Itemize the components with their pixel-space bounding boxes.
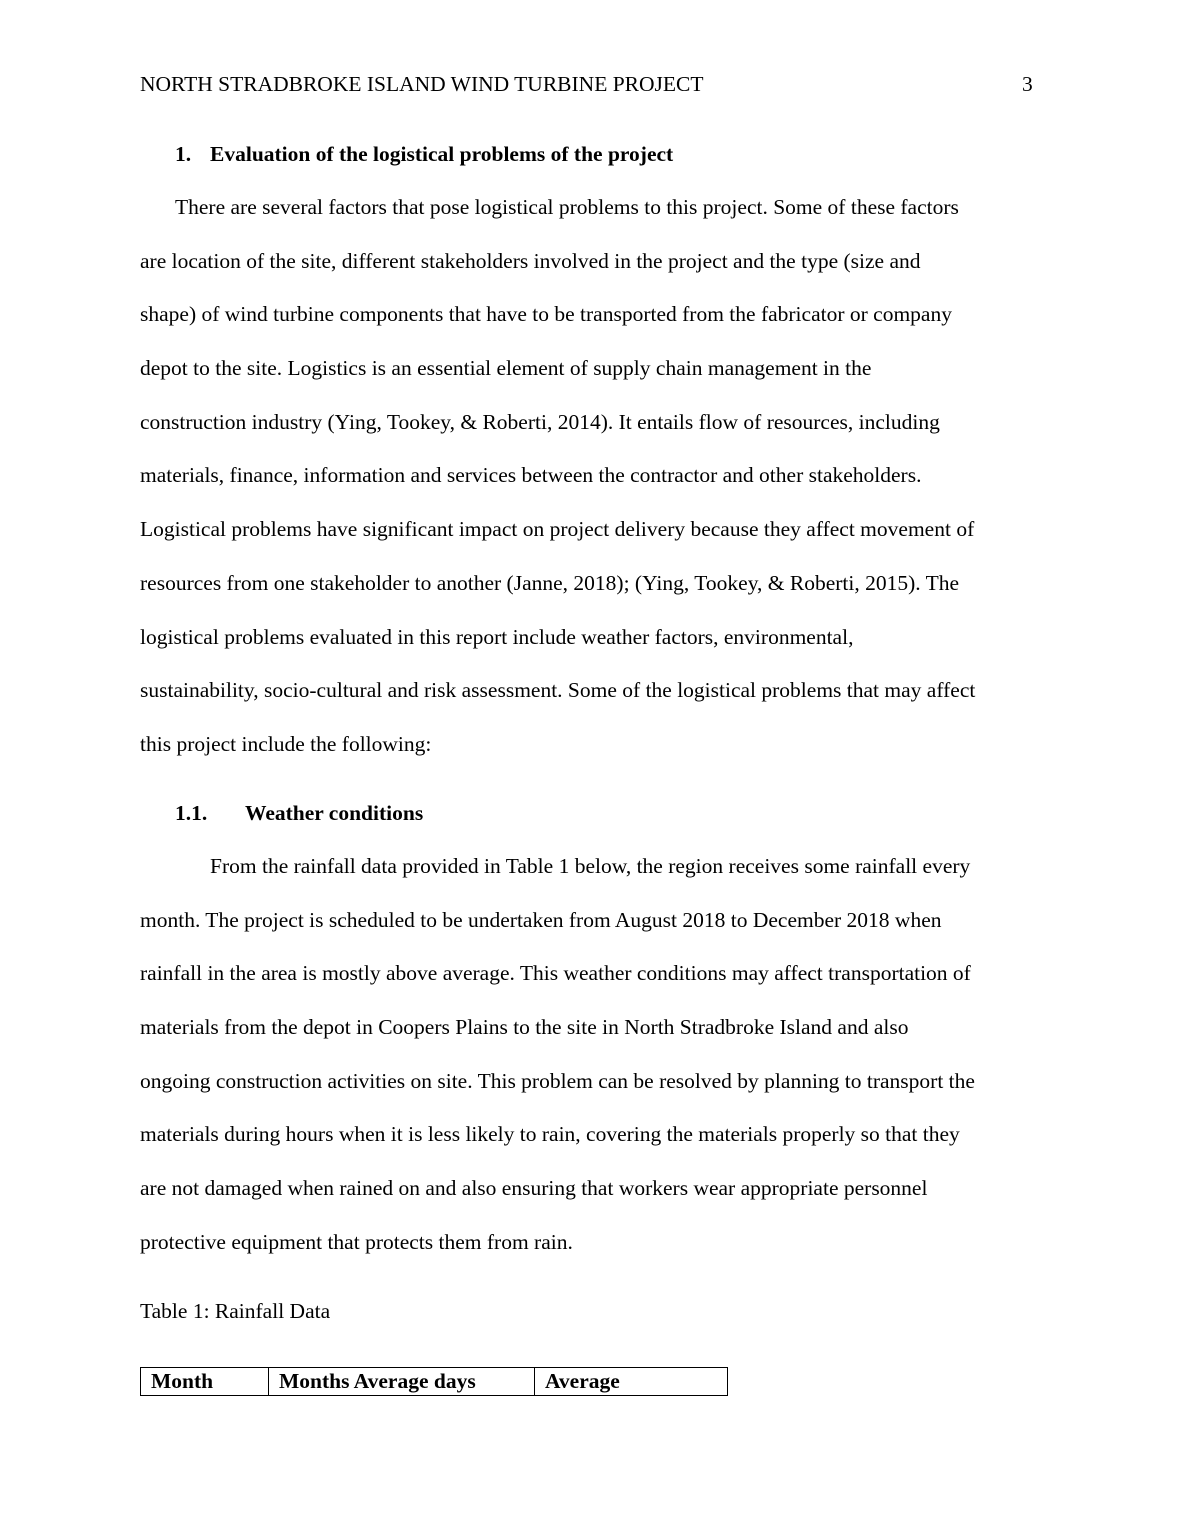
subsection-title: Weather conditions: [245, 801, 424, 825]
paragraph-line: protective equipment that protects them from rain.: [140, 1229, 573, 1254]
paragraph-line: materials, finance, information and services between the contractor and other stakeholders.: [140, 463, 922, 488]
paragraph-line: are not damaged when rained on and also ensuring that workers wear appropriate personnel: [140, 1176, 928, 1201]
paragraph-line: month. The project is scheduled to be undertaken from August 2018 to December 2018 when: [140, 907, 942, 932]
paragraph-line: ongoing construction activities on site. This problem can be resolved by planning to transport the: [140, 1068, 975, 1093]
paragraph-line: From the rainfall data provided in Table 1 below, the region receives some rainfall every: [210, 854, 971, 878]
section-heading: [175, 140, 673, 168]
page-number: 3: [1022, 72, 1033, 96]
paragraph-line: sustainability, socio-cultural and risk assessment. Some of the logistical problems that may affect: [140, 678, 976, 703]
subsection-paragraph: [140, 840, 1055, 1270]
paragraph-line: logistical problems evaluated in this report include weather factors, environmental,: [140, 624, 854, 649]
paragraph-line: Logistical problems have significant impact on project delivery because they affect movement of: [140, 517, 975, 542]
paragraph-line: shape) of wind turbine components that have to be transported from the fabricator or company: [140, 302, 952, 327]
paragraph-line: construction industry (Ying, Tookey, & Roberti, 2014). It entails flow of resources, including: [140, 409, 940, 434]
paragraph-line: materials from the depot in Coopers Plains to the site in North Stradbroke Island and also: [140, 1015, 909, 1040]
table-caption: Table 1: Rainfall Data: [140, 1299, 331, 1323]
section-number: 1.: [175, 142, 192, 166]
table-header-row: [141, 1368, 728, 1396]
paragraph-line: depot to the site. Logistics is an essential element of supply chain management in the: [140, 356, 872, 381]
column-header-average: Average: [535, 1368, 728, 1396]
paragraph-line: rainfall in the area is mostly above average. This weather conditions may affect transportation of: [140, 961, 971, 986]
paragraph-line: resources from one stakeholder to another (Janne, 2018); (Ying, Tookey, & Roberti, 2015). The: [140, 570, 960, 595]
paragraph-line: materials during hours when it is less likely to rain, covering the materials properly so that they: [140, 1122, 960, 1147]
column-header-month: Month: [141, 1368, 269, 1396]
paragraph-line: are location of the site, different stakeholders involved in the project and the type (size and: [140, 248, 921, 273]
section-paragraph: [140, 181, 1055, 772]
subsection-number: 1.1.: [175, 801, 208, 825]
running-header-title: NORTH STRADBROKE ISLAND WIND TURBINE PROJECT: [140, 72, 704, 96]
subsection-heading: [175, 799, 423, 827]
paragraph-line: There are several factors that pose logistical problems to this project. Some of these factors: [175, 195, 959, 219]
rainfall-table: [140, 1367, 728, 1396]
paragraph-line: this project include the following:: [140, 731, 432, 756]
column-header-months-average-days: Months Average days: [269, 1368, 535, 1396]
section-title: Evaluation of the logistical problems of the project: [210, 142, 674, 166]
